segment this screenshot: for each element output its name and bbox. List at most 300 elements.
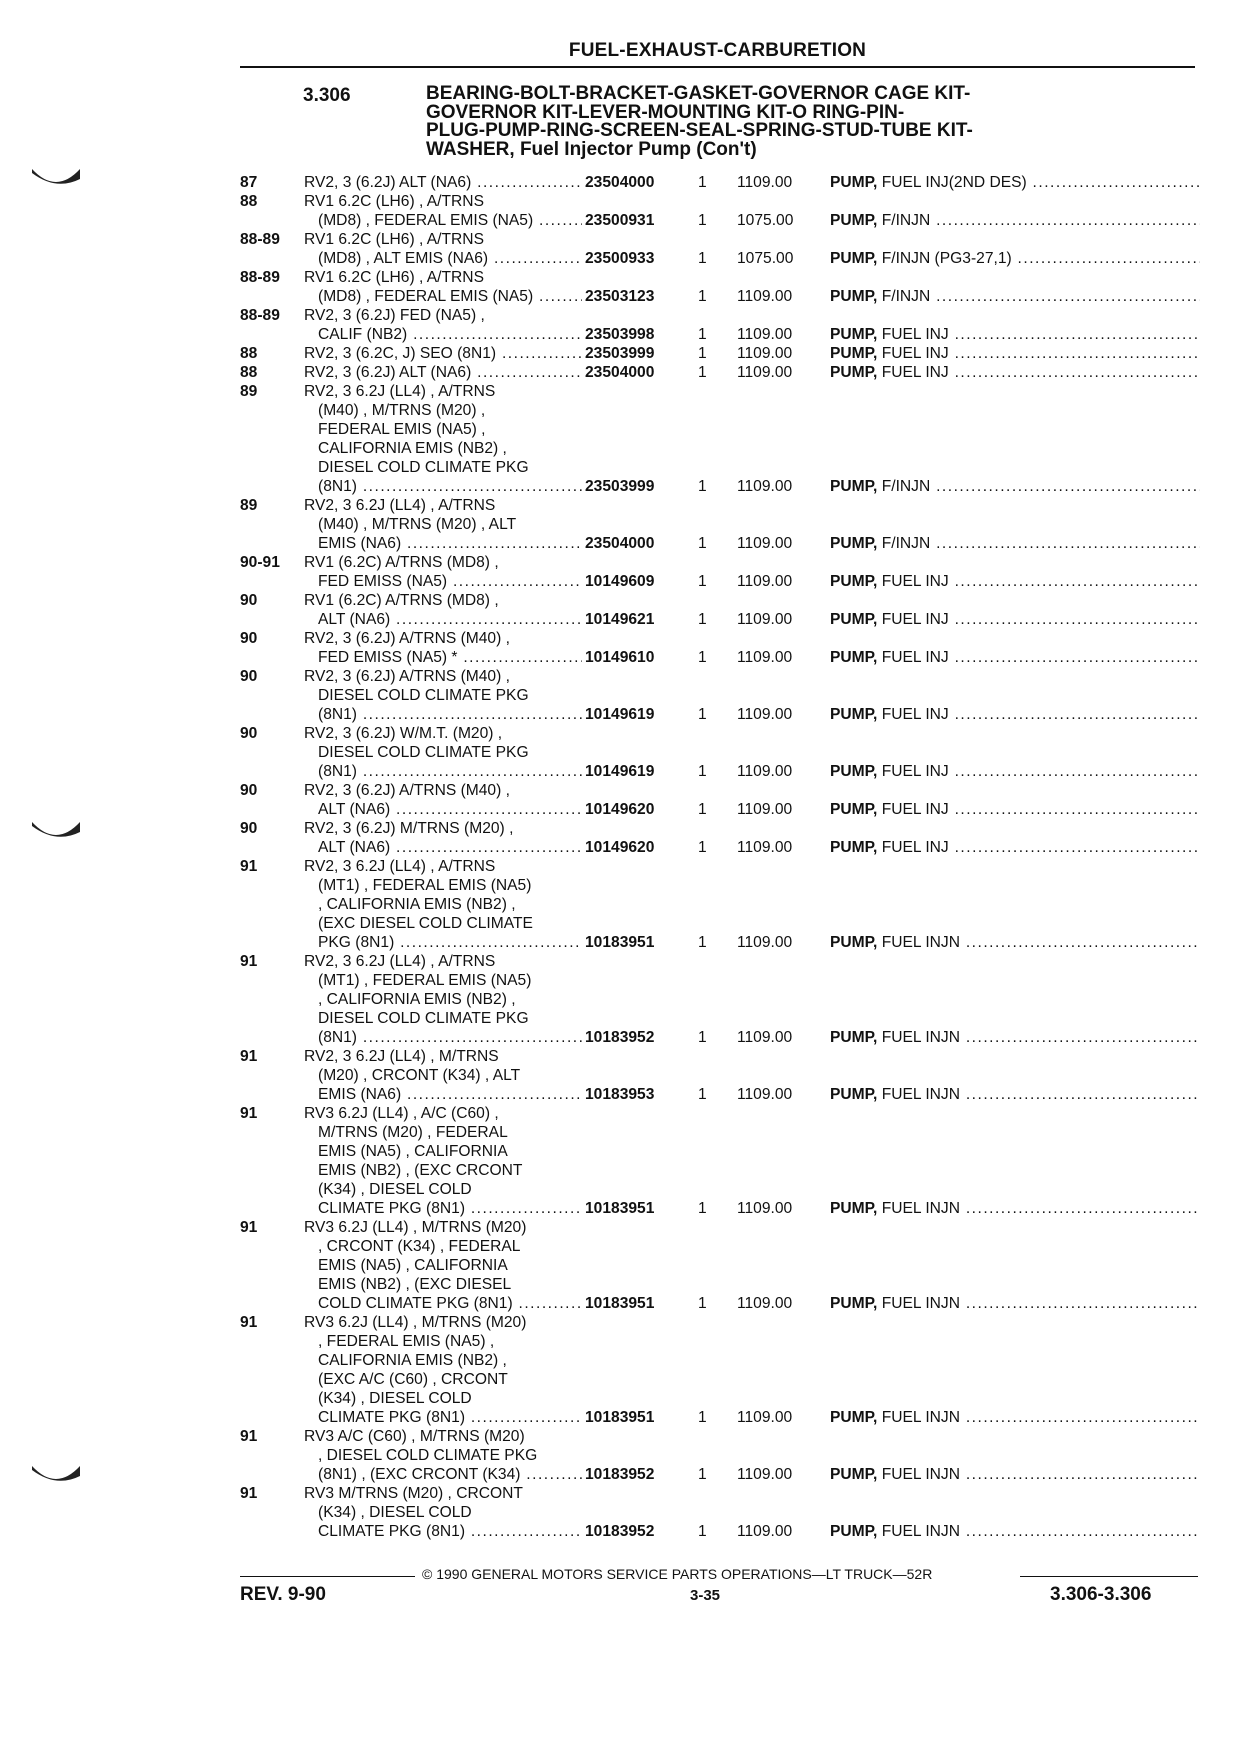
description-line: CALIF (NB2) ..... — [304, 325, 604, 344]
description-line: RV3 6.2J (LL4) , M/TRNS (M20) — [304, 1314, 527, 1331]
part-name-bold: PUMP, — [830, 1523, 878, 1540]
table-row — [240, 268, 1200, 306]
quantity: 1 — [698, 839, 707, 856]
table-row — [240, 553, 1200, 591]
price: 1075.00 — [737, 250, 794, 267]
part-name-bold: PUMP, — [830, 649, 878, 666]
part-number: 10149619 — [582, 705, 654, 724]
model-year: 91 — [240, 1219, 258, 1236]
price: 1109.00 — [737, 763, 793, 780]
price: 1109.00 — [737, 535, 793, 552]
quantity: 1 — [698, 288, 707, 305]
model-year: 90 — [240, 782, 258, 799]
description-line: RV2, 3 6.2J (LL4) , A/TRNS — [304, 953, 496, 970]
part-name-detail: F/INJN — [881, 212, 931, 229]
table-row — [240, 1104, 1200, 1218]
model-year: 91 — [240, 1314, 258, 1331]
part-name-detail: FUEL INJ — [881, 763, 949, 780]
application-description — [304, 1427, 604, 1484]
part-name-bold: PUMP, — [830, 1086, 878, 1103]
part-number: 10149609 — [582, 572, 654, 591]
part-name-bold: PUMP, — [830, 174, 878, 191]
part-name-bold: PUMP, — [830, 839, 878, 856]
description-line: RV3 M/TRNS (M20) , CRCONT — [304, 1485, 523, 1502]
table-row — [240, 363, 1200, 382]
price: 1109.00 — [737, 839, 793, 856]
part-name-detail: F/INJN — [881, 478, 931, 495]
part-name-bold: PUMP, — [830, 478, 878, 495]
description-line: CLIMATE PKG (8N1) ..... — [304, 1522, 604, 1541]
part-name — [830, 1408, 1200, 1427]
part-number: 10183951 — [582, 933, 654, 952]
description-line: RV2, 3 (6.2J) ALT (NA6) ..... — [304, 363, 604, 382]
price: 1109.00 — [737, 345, 793, 362]
quantity: 1 — [698, 801, 707, 818]
quantity: 1 — [698, 1409, 707, 1426]
part-name-bold: PUMP, — [830, 934, 878, 951]
section-title-line: GOVERNOR KIT-LEVER-MOUNTING KIT-O RING-PIN- — [426, 101, 905, 123]
footer-divider-right — [1020, 1576, 1198, 1577]
section-title — [426, 85, 1186, 159]
part-name-detail: FUEL INJ — [881, 326, 949, 343]
description-line: (EXC A/C (C60) , CRCONT — [318, 1371, 508, 1388]
table-row — [240, 1427, 1200, 1484]
table-row — [240, 344, 1200, 363]
part-name-bold: PUMP, — [830, 573, 878, 590]
binder-hole-mark — [30, 818, 82, 844]
application-description — [304, 591, 604, 629]
description-line: (K34) , DIESEL COLD — [318, 1504, 472, 1521]
description-line: (MD8) , FEDERAL EMIS (NA5) ..... — [304, 211, 604, 230]
part-name-detail: FUEL INJN — [881, 1466, 960, 1483]
description-line: (MD8) , FEDERAL EMIS (NA5) ..... — [304, 287, 604, 306]
description-line: ALT (NA6) ..... — [304, 800, 604, 819]
application-description — [304, 268, 604, 306]
part-number: 23503998 — [582, 325, 654, 344]
footer-copyright: © 1990 GENERAL MOTORS SERVICE PARTS OPERATIONS—LT TRUCK—52R — [422, 1566, 933, 1582]
table-row — [240, 173, 1200, 192]
table-row — [240, 781, 1200, 819]
part-name — [830, 344, 1200, 363]
part-number: 10183952 — [582, 1522, 654, 1541]
part-name-bold: PUMP, — [830, 364, 878, 381]
description-line: RV1 (6.2C) A/TRNS (MD8) , — [304, 592, 499, 609]
part-name — [830, 287, 1200, 306]
description-line: (K34) , DIESEL COLD — [318, 1181, 472, 1198]
price: 1109.00 — [737, 1200, 793, 1217]
part-name-detail: FUEL INJN — [881, 1029, 960, 1046]
part-name-bold: PUMP, — [830, 611, 878, 628]
description-line: EMIS (NA6) ..... — [304, 534, 604, 553]
price: 1109.00 — [737, 364, 793, 381]
description-line: ALT (NA6) ..... — [304, 838, 604, 857]
application-description — [304, 819, 604, 857]
description-line: DIESEL COLD CLIMATE PKG — [318, 459, 529, 476]
description-line: , CALIFORNIA EMIS (NB2) , — [318, 991, 516, 1008]
model-year: 88 — [240, 364, 258, 381]
table-row — [240, 591, 1200, 629]
model-year: 90 — [240, 630, 258, 647]
part-name-bold: PUMP, — [830, 1029, 878, 1046]
price: 1109.00 — [737, 288, 793, 305]
description-line: RV1 6.2C (LH6) , A/TRNS — [304, 193, 484, 210]
quantity: 1 — [698, 1200, 707, 1217]
quantity: 1 — [698, 1466, 707, 1483]
application-description — [304, 344, 604, 363]
part-name-bold: PUMP, — [830, 1466, 878, 1483]
part-name-detail: FUEL INJN — [881, 934, 960, 951]
part-name — [830, 933, 1200, 952]
quantity: 1 — [698, 326, 707, 343]
part-name-detail: FUEL INJ — [881, 839, 949, 856]
part-number: 10183953 — [582, 1085, 654, 1104]
description-line: DIESEL COLD CLIMATE PKG — [318, 1010, 529, 1027]
table-row — [240, 857, 1200, 952]
application-description — [304, 192, 604, 230]
model-year: 88 — [240, 193, 258, 210]
model-year: 91 — [240, 1105, 258, 1122]
part-name-bold: PUMP, — [830, 535, 878, 552]
description-line: (M40) , M/TRNS (M20) , ALT — [318, 516, 517, 533]
model-year: 89 — [240, 497, 258, 514]
quantity: 1 — [698, 763, 707, 780]
section-title-line: PLUG-PUMP-RING-SCREEN-SEAL-SPRING-STUD-TUBE KIT- — [426, 120, 973, 141]
model-year: 91 — [240, 1048, 258, 1065]
part-name — [830, 1028, 1200, 1047]
price: 1109.00 — [737, 934, 793, 951]
description-line: FED EMISS (NA5) * ..... — [304, 648, 604, 667]
description-line: RV2, 3 (6.2J) M/TRNS (M20) , — [304, 820, 514, 837]
description-line: RV1 6.2C (LH6) , A/TRNS — [304, 269, 484, 286]
page-header-title: FUEL-EXHAUST-CARBURETION — [568, 40, 867, 61]
part-number: 10183952 — [582, 1465, 654, 1484]
description-line: RV2, 3 (6.2J) A/TRNS (M40) , — [304, 668, 510, 685]
description-line: (EXC DIESEL COLD CLIMATE — [318, 915, 533, 932]
price: 1109.00 — [737, 1523, 793, 1540]
part-number: 10183951 — [582, 1199, 654, 1218]
description-line: RV2, 3 6.2J (LL4) , A/TRNS — [304, 497, 496, 514]
description-line: FEDERAL EMIS (NA5) , — [318, 421, 486, 438]
price: 1109.00 — [737, 1466, 793, 1483]
quantity: 1 — [698, 212, 707, 229]
parts-list — [240, 173, 1200, 1541]
part-number: 10183951 — [582, 1294, 654, 1313]
quantity: 1 — [698, 345, 707, 362]
part-number: 23504000 — [582, 173, 654, 192]
description-line: , FEDERAL EMIS (NA5) , — [318, 1333, 495, 1350]
model-year: 90 — [240, 592, 258, 609]
application-description — [304, 1218, 604, 1313]
quantity: 1 — [698, 706, 707, 723]
description-line: (8N1) ..... — [304, 762, 604, 781]
model-year: 90-91 — [240, 554, 280, 571]
table-row — [240, 1484, 1200, 1541]
description-line: M/TRNS (M20) , FEDERAL — [318, 1124, 508, 1141]
application-description — [304, 496, 604, 553]
quantity: 1 — [698, 478, 707, 495]
quantity: 1 — [698, 1029, 707, 1046]
footer-revision: REV. 9-90 — [240, 1584, 326, 1605]
part-number: 23504000 — [582, 534, 654, 553]
description-line: ALT (NA6) ..... — [304, 610, 604, 629]
table-row — [240, 819, 1200, 857]
part-name — [830, 1085, 1200, 1104]
description-line: RV2, 3 (6.2J) FED (NA5) , — [304, 307, 485, 324]
model-year: 91 — [240, 953, 258, 970]
description-line: CALIFORNIA EMIS (NB2) , — [318, 1352, 507, 1369]
section-number: 3.306 — [303, 85, 351, 106]
binder-hole-mark — [30, 165, 82, 191]
part-name — [830, 325, 1200, 344]
part-number: 23503123 — [582, 287, 654, 306]
part-name — [830, 1465, 1200, 1484]
part-name — [830, 173, 1200, 192]
part-name-detail: FUEL INJ — [881, 611, 949, 628]
part-name-bold: PUMP, — [830, 801, 878, 818]
binder-hole-mark — [30, 1462, 82, 1488]
price: 1109.00 — [737, 801, 793, 818]
part-number: 10149620 — [582, 800, 654, 819]
part-name — [830, 610, 1200, 629]
application-description — [304, 306, 604, 344]
part-number: 10183952 — [582, 1028, 654, 1047]
footer-page-number: 3-35 — [690, 1587, 721, 1604]
description-line: , CALIFORNIA EMIS (NB2) , — [318, 896, 516, 913]
price: 1109.00 — [737, 174, 793, 191]
model-year: 88-89 — [240, 231, 280, 248]
application-description — [304, 857, 604, 952]
description-line: EMIS (NB2) , (EXC CRCONT — [318, 1162, 523, 1179]
description-line: RV2, 3 (6.2C, J) SEO (8N1) ..... — [304, 344, 604, 363]
description-line: (8N1) ..... — [304, 705, 604, 724]
part-number: 23503999 — [582, 344, 654, 363]
quantity: 1 — [698, 1086, 707, 1103]
part-name-detail: FUEL INJ — [881, 364, 949, 381]
part-name — [830, 705, 1200, 724]
section-title-line: WASHER, Fuel Injector Pump (Con't) — [426, 138, 757, 160]
description-line: RV3 6.2J (LL4) , M/TRNS (M20) — [304, 1219, 527, 1236]
part-number: 23504000 — [582, 363, 654, 382]
part-name — [830, 572, 1200, 591]
price: 1109.00 — [737, 573, 793, 590]
application-description — [304, 629, 604, 667]
description-line: (8N1) , (EXC CRCONT (K34) ..... — [304, 1465, 604, 1484]
header-divider — [240, 66, 1195, 68]
model-year: 88 — [240, 345, 258, 362]
part-name-bold: PUMP, — [830, 288, 878, 305]
application-description — [304, 553, 604, 591]
description-line: RV2, 3 6.2J (LL4) , A/TRNS — [304, 858, 496, 875]
part-name-bold: PUMP, — [830, 1200, 878, 1217]
price: 1109.00 — [737, 611, 793, 628]
quantity: 1 — [698, 934, 707, 951]
price: 1109.00 — [737, 478, 793, 495]
application-description — [304, 1047, 604, 1104]
application-description — [304, 724, 604, 781]
table-row — [240, 1047, 1200, 1104]
part-name — [830, 211, 1200, 230]
part-name-bold: PUMP, — [830, 345, 878, 362]
part-name-bold: PUMP, — [830, 212, 878, 229]
description-line: (M40) , M/TRNS (M20) , — [318, 402, 486, 419]
part-number: 10149620 — [582, 838, 654, 857]
description-line: (MT1) , FEDERAL EMIS (NA5) — [318, 972, 532, 989]
table-row — [240, 952, 1200, 1047]
description-line: (8N1) ..... — [304, 1028, 604, 1047]
application-description — [304, 1313, 604, 1427]
description-line: (8N1) ..... — [304, 477, 604, 496]
quantity: 1 — [698, 573, 707, 590]
description-line: EMIS (NA5) , CALIFORNIA — [318, 1143, 508, 1160]
model-year: 89 — [240, 383, 258, 400]
description-line: FED EMISS (NA5) ..... — [304, 572, 604, 591]
table-row — [240, 1218, 1200, 1313]
quantity: 1 — [698, 1295, 707, 1312]
footer-divider-left — [240, 1576, 415, 1577]
table-row — [240, 1313, 1200, 1427]
description-line: EMIS (NB2) , (EXC DIESEL — [318, 1276, 512, 1293]
part-name — [830, 1294, 1200, 1313]
part-number: 10149610 — [582, 648, 654, 667]
description-line: RV2, 3 (6.2J) A/TRNS (M40) , — [304, 782, 510, 799]
part-name-detail: FUEL INJ — [881, 706, 949, 723]
part-name — [830, 1199, 1200, 1218]
model-year: 88-89 — [240, 307, 280, 324]
part-number: 23503999 — [582, 477, 654, 496]
part-number: 10183951 — [582, 1408, 654, 1427]
model-year: 87 — [240, 174, 258, 191]
part-name-bold: PUMP, — [830, 1409, 878, 1426]
table-row — [240, 382, 1200, 496]
part-name-detail: FUEL INJ — [881, 573, 949, 590]
part-name-detail: FUEL INJN — [881, 1086, 960, 1103]
part-name-bold: PUMP, — [830, 1295, 878, 1312]
description-line: COLD CLIMATE PKG (8N1) ..... — [304, 1294, 604, 1313]
part-number: 10149619 — [582, 762, 654, 781]
application-description — [304, 382, 604, 496]
application-description — [304, 230, 604, 268]
description-line: RV1 6.2C (LH6) , A/TRNS — [304, 231, 484, 248]
model-year: 90 — [240, 725, 258, 742]
description-line: EMIS (NA6) ..... — [304, 1085, 604, 1104]
part-number: 23500931 — [582, 211, 654, 230]
part-name — [830, 1522, 1200, 1541]
quantity: 1 — [698, 649, 707, 666]
footer-section-range: 3.306-3.306 — [1050, 1584, 1152, 1605]
quantity: 1 — [698, 535, 707, 552]
description-line: (MT1) , FEDERAL EMIS (NA5) — [318, 877, 532, 894]
application-description — [304, 363, 604, 382]
part-name-detail: F/INJN — [881, 535, 931, 552]
price: 1109.00 — [737, 1029, 793, 1046]
description-line: , CRCONT (K34) , FEDERAL — [318, 1238, 521, 1255]
part-name-detail: F/INJN — [881, 288, 931, 305]
application-description — [304, 1104, 604, 1218]
section-title-line: BEARING-BOLT-BRACKET-GASKET-GOVERNOR CAGE KIT- — [426, 83, 971, 104]
quantity: 1 — [698, 611, 707, 628]
price: 1075.00 — [737, 212, 794, 229]
part-name — [830, 534, 1200, 553]
application-description — [304, 781, 604, 819]
price: 1109.00 — [737, 326, 793, 343]
model-year: 91 — [240, 858, 258, 875]
part-name-detail: FUEL INJN — [881, 1409, 960, 1426]
price: 1109.00 — [737, 706, 793, 723]
description-line: RV2, 3 6.2J (LL4) , A/TRNS — [304, 383, 496, 400]
part-name — [830, 477, 1200, 496]
table-row — [240, 192, 1200, 230]
part-name — [830, 648, 1200, 667]
description-line: RV3 A/C (C60) , M/TRNS (M20) — [304, 1428, 525, 1445]
model-year: 90 — [240, 668, 258, 685]
description-line: RV2, 3 (6.2J) ALT (NA6) ..... — [304, 173, 604, 192]
part-name-detail: FUEL INJN — [881, 1523, 960, 1540]
application-description — [304, 667, 604, 724]
price: 1109.00 — [737, 649, 793, 666]
part-name — [830, 762, 1200, 781]
quantity: 1 — [698, 364, 707, 381]
model-year: 91 — [240, 1428, 258, 1445]
quantity: 1 — [698, 174, 707, 191]
price: 1109.00 — [737, 1409, 793, 1426]
table-row — [240, 496, 1200, 553]
part-name — [830, 838, 1200, 857]
description-line: DIESEL COLD CLIMATE PKG — [318, 687, 529, 704]
description-line: (MD8) , ALT EMIS (NA6) ..... — [304, 249, 604, 268]
table-row — [240, 629, 1200, 667]
model-year: 91 — [240, 1485, 258, 1502]
quantity: 1 — [698, 250, 707, 267]
table-row — [240, 667, 1200, 724]
description-line: RV1 (6.2C) A/TRNS (MD8) , — [304, 554, 499, 571]
part-name-detail: FUEL INJ — [881, 649, 949, 666]
description-line: RV2, 3 (6.2J) W/M.T. (M20) , — [304, 725, 503, 742]
description-line: PKG (8N1) ..... — [304, 933, 604, 952]
part-name-detail: FUEL INJ — [881, 345, 949, 362]
part-name — [830, 800, 1200, 819]
part-name-bold: PUMP, — [830, 326, 878, 343]
price: 1109.00 — [737, 1086, 793, 1103]
description-line: CLIMATE PKG (8N1) ..... — [304, 1199, 604, 1218]
part-name-detail: FUEL INJN — [881, 1295, 960, 1312]
application-description — [304, 173, 604, 192]
price: 1109.00 — [737, 1295, 793, 1312]
part-name-detail: FUEL INJ — [881, 801, 949, 818]
part-name — [830, 249, 1200, 268]
part-name-detail: F/INJN (PG3-27,1) — [881, 250, 1012, 267]
table-row — [240, 230, 1200, 268]
quantity: 1 — [698, 1523, 707, 1540]
description-line: CLIMATE PKG (8N1) ..... — [304, 1408, 604, 1427]
description-line: DIESEL COLD CLIMATE PKG — [318, 744, 529, 761]
part-number: 10149621 — [582, 610, 654, 629]
description-line: EMIS (NA5) , CALIFORNIA — [318, 1257, 508, 1274]
description-line: RV3 6.2J (LL4) , A/C (C60) , — [304, 1105, 499, 1122]
part-name — [830, 363, 1200, 382]
description-line: , DIESEL COLD CLIMATE PKG — [318, 1447, 538, 1464]
part-name-bold: PUMP, — [830, 706, 878, 723]
model-year: 90 — [240, 820, 258, 837]
application-description — [304, 952, 604, 1047]
description-line: RV2, 3 6.2J (LL4) , M/TRNS — [304, 1048, 499, 1065]
part-name-bold: PUMP, — [830, 763, 878, 780]
part-number: 23500933 — [582, 249, 654, 268]
part-name-bold: PUMP, — [830, 250, 878, 267]
table-row — [240, 306, 1200, 344]
description-line: (M20) , CRCONT (K34) , ALT — [318, 1067, 521, 1084]
table-row — [240, 724, 1200, 781]
description-line: CALIFORNIA EMIS (NB2) , — [318, 440, 507, 457]
